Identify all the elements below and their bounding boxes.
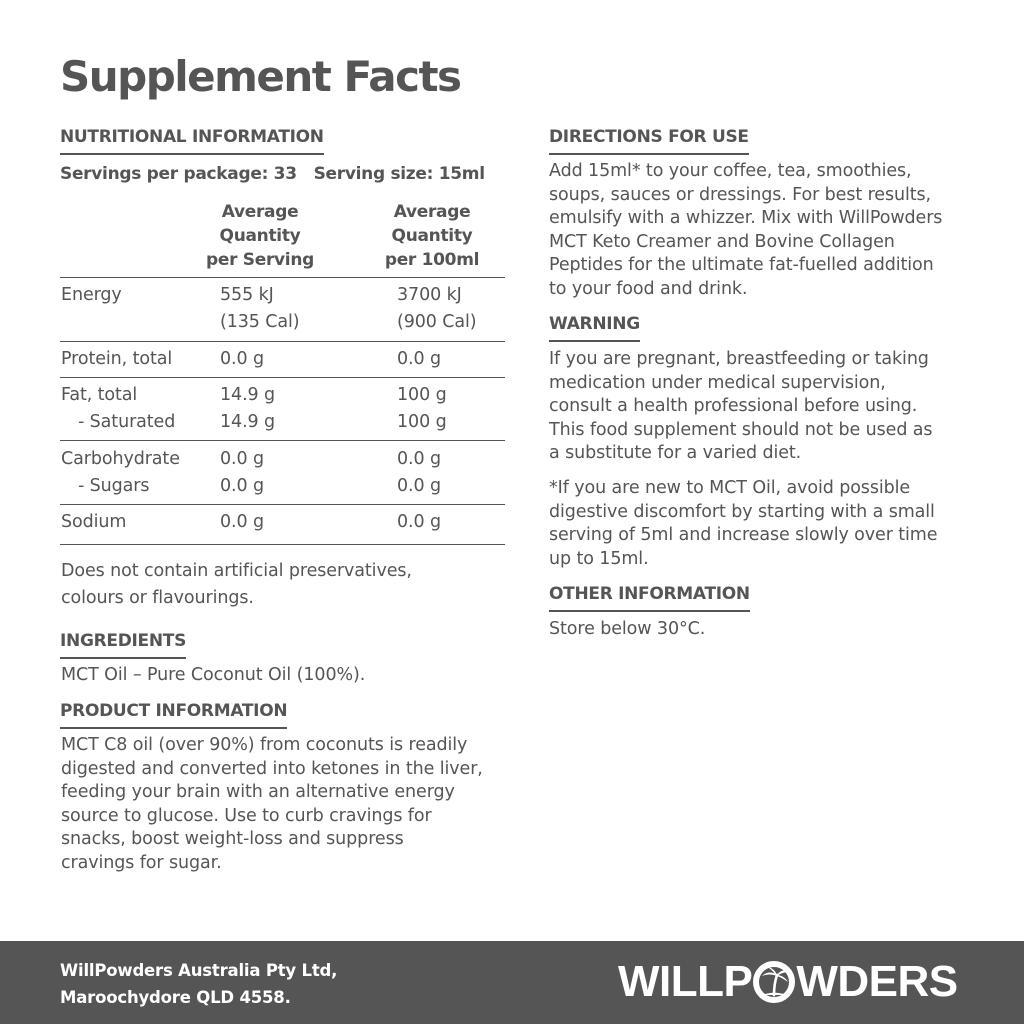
carbohydrate-per-100ml: 0.0 g (397, 449, 442, 469)
text-line: Peptides for the ultimate fat-fuelled addition (549, 255, 934, 275)
text-line: up to 15ml. (549, 548, 649, 569)
row-label-carbohydrate: Carbohydrate (61, 449, 180, 469)
table-divider (60, 544, 505, 545)
text-line: serving of 5ml and increase slowly over time (549, 525, 938, 545)
row-label-energy: Energy (61, 285, 122, 305)
text-line: cravings for sugar. (61, 852, 222, 873)
text-line: If you are pregnant, breastfeeding or taking (549, 349, 929, 369)
text-line: to your food and drink. (549, 278, 748, 299)
energy-per-100ml-cal: (900 Cal) (397, 312, 477, 332)
address-line: WillPowders Australia Pty Ltd, (60, 961, 338, 980)
text-line: feeding your brain with an alternative energy (61, 782, 455, 802)
energy-per-serving-kj: 555 kJ (220, 285, 274, 305)
servings-line: Servings per package: 33 Serving size: 15ml (60, 164, 485, 184)
ingredients-text: MCT Oil – Pure Coconut Oil (100%). (61, 665, 366, 685)
storage-text: Store below 30°C. (549, 619, 706, 639)
address-line: Maroochydore QLD 4558. (60, 988, 291, 1007)
text-line: snacks, boost weight-loss and suppress (61, 829, 404, 849)
protein-per-100ml: 0.0 g (397, 349, 442, 369)
carbohydrate-per-serving: 0.0 g (220, 449, 265, 469)
table-divider (60, 440, 505, 441)
energy-per-100ml-kj: 3700 kJ (397, 285, 462, 305)
table-divider (60, 377, 505, 378)
sodium-per-serving: 0.0 g (220, 512, 265, 532)
text-line: MCT Keto Creamer and Bovine Collagen (549, 231, 895, 252)
logo-text-right: WDERS (796, 957, 958, 1006)
text-line: Add 15ml* to your coffee, tea, smoothies, (549, 161, 912, 181)
table-divider (60, 504, 505, 505)
text-line: This food supplement should not be used as (549, 419, 933, 440)
note-line: colours or flavourings. (61, 588, 254, 608)
product-information-text (61, 734, 483, 875)
text-line: source to glucose. Use to curb cravings for (61, 805, 432, 826)
footer-bar (0, 941, 1024, 1024)
table-divider (60, 341, 505, 342)
logo-text-left: WILLP (618, 957, 753, 1006)
saturated-per-serving: 14.9 g (220, 412, 276, 432)
ingredients-heading: INGREDIENTS (60, 631, 186, 659)
product-information-heading: PRODUCT INFORMATION (60, 701, 287, 729)
text-line: medication under medical supervision, (549, 372, 886, 393)
text-line: emulsify with a whizzer. Mix with WillPowders (549, 208, 943, 228)
sodium-per-100ml: 0.0 g (397, 512, 442, 532)
table-divider (60, 277, 505, 278)
protein-per-serving: 0.0 g (220, 349, 265, 369)
row-label-sodium: Sodium (61, 512, 127, 532)
row-label-saturated: - Saturated (78, 412, 176, 432)
row-label-fat: Fat, total (61, 385, 138, 405)
saturated-per-100ml: 100 g (397, 412, 447, 432)
palm-tree-icon (753, 961, 795, 1003)
column-header-line: per Serving (205, 250, 315, 270)
energy-per-serving-cal: (135 Cal) (220, 312, 300, 332)
text-line: digested and converted into ketones in the liver, (61, 758, 483, 779)
text-line: soups, sauces or dressings. For best results, (549, 184, 931, 205)
willpowders-logo (618, 959, 958, 1005)
company-address (60, 957, 337, 1011)
column-header-per-serving (200, 200, 320, 272)
column-header-line: Quantity (219, 226, 301, 246)
sugars-per-serving: 0.0 g (220, 476, 265, 496)
mct-oil-note (549, 477, 937, 571)
directions-heading: DIRECTIONS FOR USE (549, 127, 749, 155)
column-header-line: per 100ml (384, 250, 480, 270)
text-line: consult a health professional before using. (549, 396, 918, 416)
note-line: Does not contain artificial preservatives, (61, 561, 412, 581)
additives-note (61, 558, 412, 612)
row-label-protein: Protein, total (61, 349, 173, 369)
text-line: *If you are new to MCT Oil, avoid possible (549, 478, 911, 498)
other-information-heading: OTHER INFORMATION (549, 584, 750, 612)
text-line: a substitute for a varied diet. (549, 443, 802, 463)
page-title: Supplement Facts (60, 52, 461, 101)
text-line: MCT C8 oil (over 90%) from coconuts is readily (61, 735, 468, 755)
warning-heading: WARNING (549, 314, 640, 342)
warning-text (549, 348, 932, 466)
text-line: digestive discomfort by starting with a small (549, 501, 935, 522)
fat-per-serving: 14.9 g (220, 385, 276, 405)
directions-text (549, 160, 942, 301)
nutritional-information-heading: NUTRITIONAL INFORMATION (60, 127, 324, 155)
column-header-line: Average (393, 202, 471, 222)
column-header-per-100ml (372, 200, 492, 272)
fat-per-100ml: 100 g (397, 385, 447, 405)
column-header-line: Average (221, 202, 299, 222)
sugars-per-100ml: 0.0 g (397, 476, 442, 496)
column-header-line: Quantity (391, 226, 473, 246)
row-label-sugars: - Sugars (78, 476, 150, 496)
